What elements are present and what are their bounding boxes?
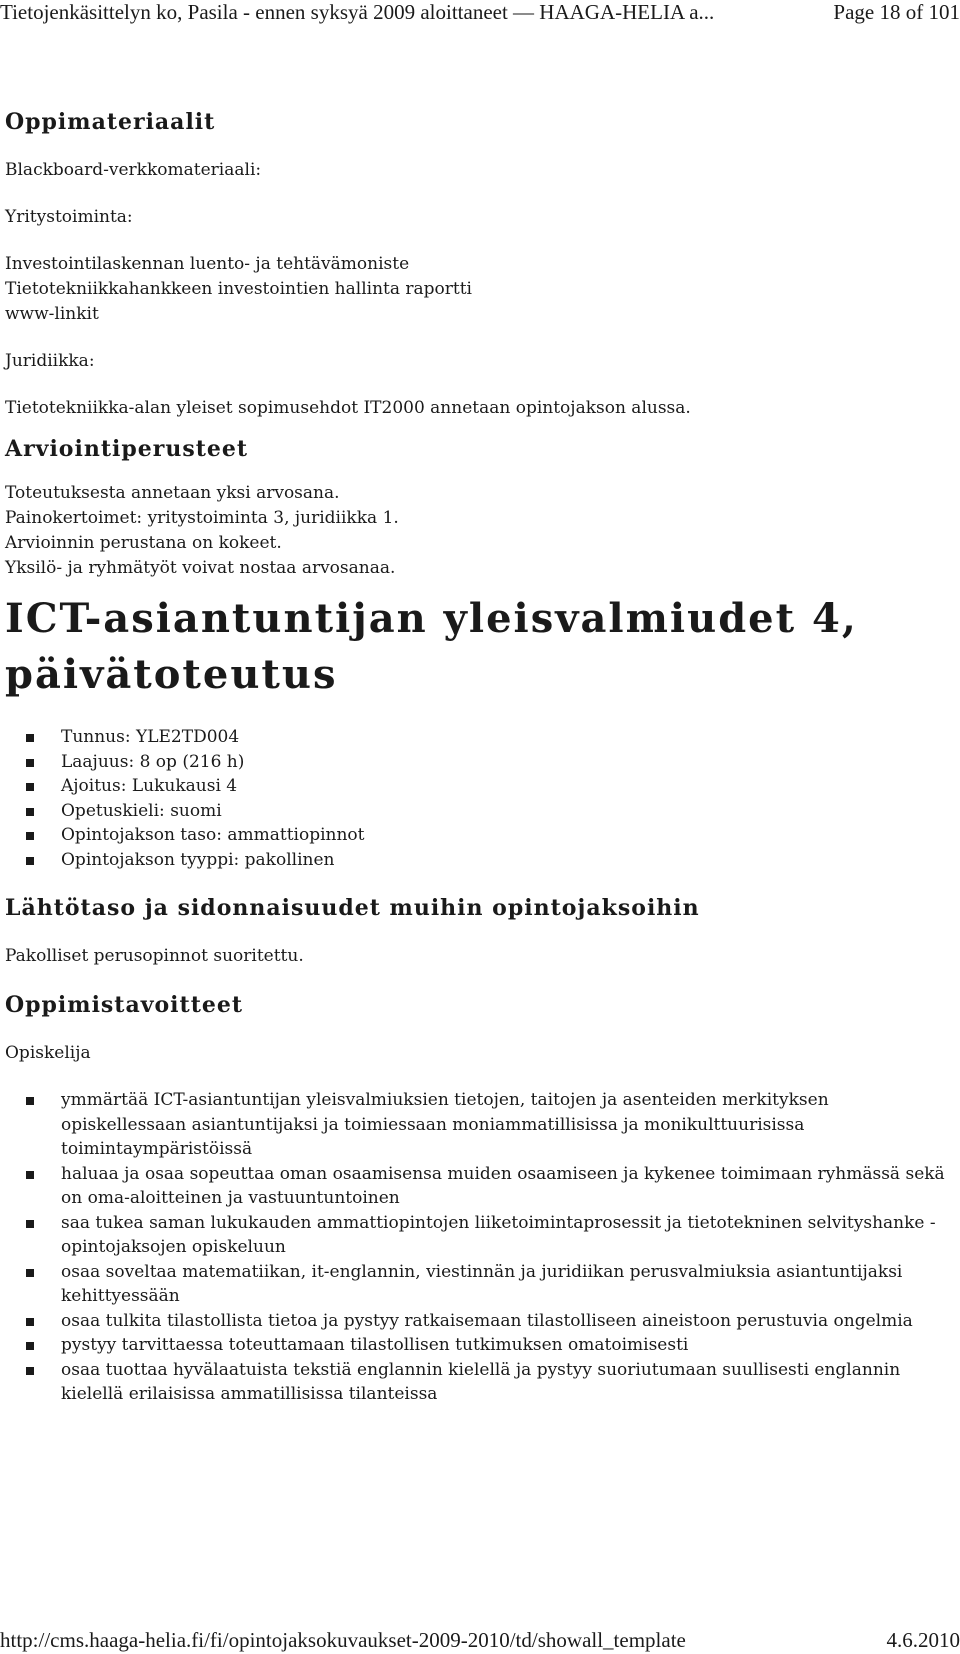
list-item: osaa tuottaa hyvälaatuista tekstiä englannin kielellä ja pystyy suoriutumaan suullisesti englannin kielellä erilaisissa ammatillisissa tilanteissa bbox=[61, 1358, 945, 1407]
document-content bbox=[5, 108, 945, 1407]
prerequisites-text: Pakolliset perusopinnot suoritettu. bbox=[5, 946, 304, 966]
list-item: haluaa ja osaa sopeuttaa oman osaamisensa muiden osaamiseen ja kykenee toimimaan ryhmässä sekä on oma-aloitteinen ja vastuuntuntoinen bbox=[61, 1162, 945, 1211]
course-facts-list bbox=[5, 725, 945, 872]
list-item: ymmärtää ICT-asiantuntijan yleisvalmiuksien tietojen, taitojen ja asenteiden merkityksen opiskellessaan asiantuntijaksi ja toimiessaan moniammatillisissa ja monikulttuurisissa toimintaympäristöissä bbox=[61, 1088, 945, 1162]
opiskelija-label: Opiskelija bbox=[5, 1043, 91, 1063]
heading-oppimateriaalit: Oppimateriaalit bbox=[5, 109, 216, 135]
learning-objectives-list bbox=[5, 1088, 945, 1407]
blackboard-label: Blackboard-verkkomateriaali: bbox=[5, 160, 262, 180]
www-links: www-linkit bbox=[5, 304, 99, 324]
assessment-line: Toteutuksesta annetaan yksi arvosana. bbox=[5, 483, 340, 503]
footer-date: 4.6.2010 bbox=[886, 1628, 960, 1652]
heading-oppimistavoitteet: Oppimistavoitteet bbox=[5, 992, 244, 1018]
list-item: Opintojakson tyyppi: pakollinen bbox=[61, 848, 945, 873]
assessment-line: Painokertoimet: yritystoiminta 3, juridiikka 1. bbox=[5, 508, 399, 528]
list-item: saa tukea saman lukukauden ammattiopintojen liiketoimintaprosessit ja tietotekninen selvityshanke -opintojaksojen opiskeluun bbox=[61, 1211, 945, 1260]
list-item: Opintojakson taso: ammattiopinnot bbox=[61, 823, 945, 848]
course-title-line1: ICT-asiantuntijan yleisvalmiudet 4, bbox=[5, 595, 858, 642]
list-item: osaa soveltaa matematiikan, it-englannin, viestinnän ja juridiikan perusvalmiuksia asiantuntijaksi kehittyessään bbox=[61, 1260, 945, 1309]
page-number: Page 18 of 101 bbox=[833, 0, 960, 24]
course-title bbox=[5, 591, 945, 703]
footer-url: http://cms.haaga-helia.fi/fi/opintojaksokuvaukset-2009-2010/td/showall_template bbox=[0, 1628, 686, 1652]
heading-lahtotaso: Lähtötaso ja sidonnaisuudet muihin opintojaksoihin bbox=[5, 895, 700, 921]
heading-arviointiperusteet: Arviointiperusteet bbox=[5, 436, 249, 462]
material-line: Tietotekniikkahankkeen investointien hallinta raportti bbox=[5, 279, 472, 299]
course-title-line2: päivätoteutus bbox=[5, 651, 338, 698]
yritystoiminta-label: Yritystoiminta: bbox=[5, 207, 133, 227]
print-header bbox=[0, 0, 960, 30]
juridiikka-text: Tietotekniikka-alan yleiset sopimusehdot IT2000 annetaan opintojakson alussa. bbox=[5, 398, 691, 418]
header-title: Tietojenkäsittelyn ko, Pasila - ennen syksyä 2009 aloittaneet — HAAGA-HELIA a... bbox=[0, 0, 715, 24]
list-item: Tunnus: YLE2TD004 bbox=[61, 725, 945, 750]
assessment-line: Yksilö- ja ryhmätyöt voivat nostaa arvosanaa. bbox=[5, 558, 396, 578]
list-item: Opetuskieli: suomi bbox=[61, 799, 945, 824]
print-footer bbox=[0, 1628, 960, 1654]
list-item: Laajuus: 8 op (216 h) bbox=[61, 750, 945, 775]
list-item: Ajoitus: Lukukausi 4 bbox=[61, 774, 945, 799]
material-line: Investointilaskennan luento- ja tehtävämoniste bbox=[5, 254, 410, 274]
list-item: osaa tulkita tilastollista tietoa ja pystyy ratkaisemaan tilastolliseen aineistoon perustuvia ongelmia bbox=[61, 1309, 945, 1334]
juridiikka-label: Juridiikka: bbox=[5, 351, 95, 371]
list-item: pystyy tarvittaessa toteuttamaan tilastollisen tutkimuksen omatoimisesti bbox=[61, 1333, 945, 1358]
assessment-line: Arvioinnin perustana on kokeet. bbox=[5, 533, 282, 553]
